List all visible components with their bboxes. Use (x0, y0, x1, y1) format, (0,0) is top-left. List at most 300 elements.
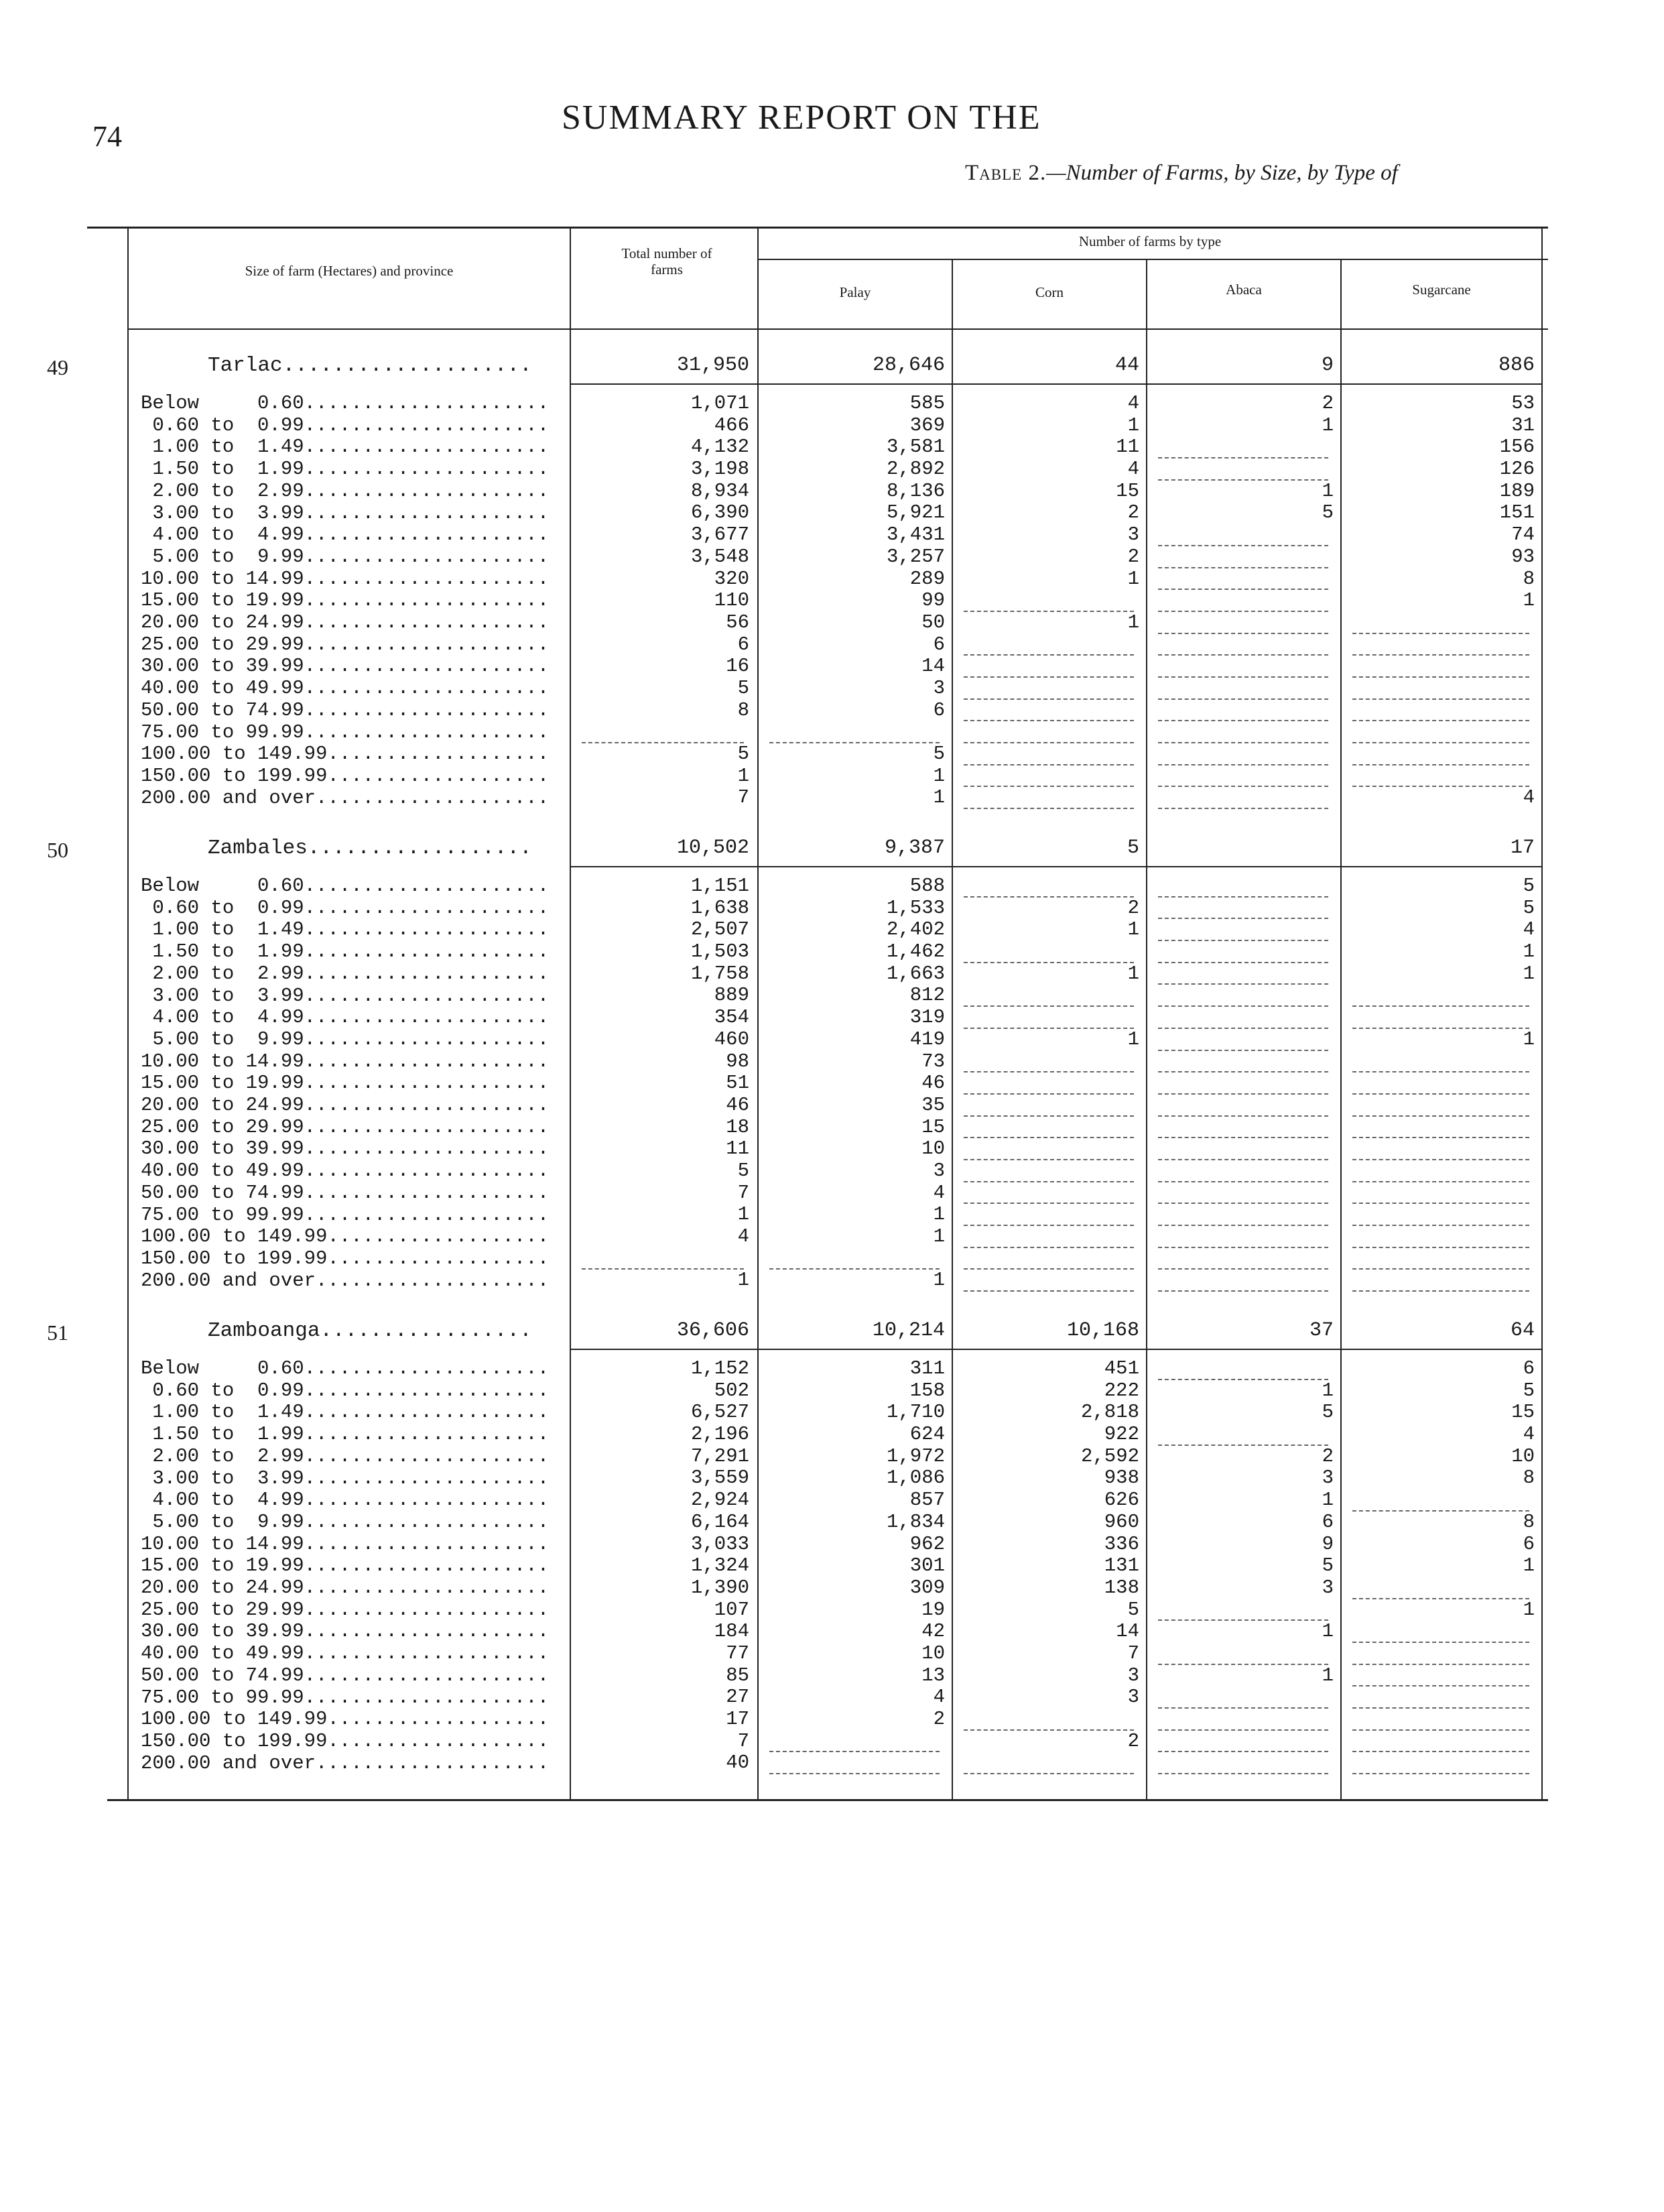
empty-cell (1158, 590, 1328, 612)
empty-cell (964, 875, 1134, 898)
header-total: Total number of farms (621, 245, 712, 278)
empty-cell (1158, 1709, 1328, 1731)
province-total-total: 10,502 (676, 837, 749, 859)
data-cell: 6 (933, 698, 945, 721)
empty-cell (1352, 1204, 1529, 1226)
data-cell: 451 (1104, 1357, 1139, 1379)
empty-cell (1158, 919, 1328, 941)
data-cell: 1 (933, 764, 945, 787)
data-cell: 320 (714, 567, 749, 590)
data-cell: 1 (1127, 567, 1139, 590)
data-cell: 2,507 (690, 918, 749, 941)
empty-cell (1158, 1029, 1328, 1051)
data-cell: 8 (1523, 567, 1535, 590)
data-cell: 1 (933, 1225, 945, 1247)
data-cell: 3 (933, 676, 945, 699)
empty-cell (1158, 436, 1328, 458)
empty-cell (1352, 1138, 1529, 1160)
data-cell: 158 (909, 1379, 945, 1402)
data-cell: 6 (1523, 1357, 1535, 1379)
data-cell: 4 (933, 1686, 945, 1709)
province-total-rule (570, 866, 1541, 867)
size-class-label: 50.00 to 74.99..................... (141, 1664, 550, 1686)
empty-cell (1352, 700, 1529, 722)
empty-cell (964, 985, 1134, 1007)
empty-cell (1158, 1204, 1328, 1226)
size-class-label: 1.00 to 1.49..................... (141, 918, 550, 941)
data-cell: 336 (1104, 1532, 1139, 1555)
empty-cell (1352, 985, 1529, 1007)
empty-cell (1352, 1270, 1529, 1292)
data-cell: 3,257 (886, 545, 945, 568)
size-class-label: 4.00 to 4.99..................... (141, 1006, 550, 1029)
data-cell: 5 (933, 743, 945, 765)
data-cell: 2 (1322, 392, 1334, 414)
type-rule (757, 259, 1548, 260)
data-cell: 3 (933, 1159, 945, 1182)
data-cell: 5 (1322, 1401, 1334, 1424)
data-cell: 419 (909, 1028, 945, 1050)
data-cell: 1 (1523, 1598, 1535, 1621)
column-abaca (1153, 875, 1334, 1292)
data-cell: 1 (1523, 589, 1535, 612)
data-cell: 46 (726, 1093, 749, 1116)
bottom-rule (107, 1799, 1548, 1801)
data-cell: 4 (1523, 918, 1535, 941)
data-cell: 85 (726, 1664, 749, 1686)
data-cell: 7 (737, 1181, 749, 1204)
province-total-rule (570, 1349, 1541, 1350)
size-class-label: 2.00 to 2.99..................... (141, 479, 550, 502)
data-cell: 1 (1523, 1554, 1535, 1577)
col-rule (1541, 228, 1543, 1799)
data-cell: 15 (1511, 1401, 1535, 1424)
empty-cell (1352, 1051, 1529, 1073)
data-cell: 1 (1322, 414, 1334, 436)
empty-cell (1158, 1182, 1328, 1205)
empty-cell (1158, 1051, 1328, 1073)
data-cell: 40 (726, 1752, 749, 1774)
size-class-list (141, 1358, 549, 1774)
data-cell: 6,527 (690, 1401, 749, 1424)
table-caption (965, 161, 1398, 186)
data-cell: 1 (1127, 414, 1139, 436)
data-cell: 98 (726, 1050, 749, 1072)
data-cell: 2,818 (1080, 1401, 1139, 1424)
province-total-sugarcane: 886 (1498, 354, 1535, 377)
data-cell: 3,198 (690, 458, 749, 481)
empty-cell (1352, 1117, 1529, 1139)
data-cell: 1 (1322, 1489, 1334, 1512)
data-cell: 2,402 (886, 918, 945, 941)
data-cell: 3,033 (690, 1532, 749, 1555)
size-class-label: 20.00 to 24.99..................... (141, 1577, 550, 1599)
data-cell: 5,921 (886, 501, 945, 524)
empty-cell (1352, 1752, 1529, 1774)
empty-cell (964, 941, 1134, 963)
data-cell: 2 (1127, 896, 1139, 919)
column-corn (958, 393, 1139, 809)
empty-cell (1352, 1665, 1529, 1687)
data-cell: 15 (1116, 479, 1139, 502)
data-cell: 15 (921, 1115, 945, 1138)
size-class-label: 1.50 to 1.99..................... (141, 1423, 550, 1446)
data-cell: 301 (909, 1554, 945, 1577)
data-cell: 2,196 (690, 1423, 749, 1446)
col-rule (127, 228, 129, 1799)
empty-cell (769, 1731, 940, 1753)
empty-cell (964, 1095, 1134, 1117)
column-total (576, 875, 749, 1292)
size-class-label: 150.00 to 199.99................... (141, 1247, 550, 1270)
data-cell: 1,503 (690, 940, 749, 963)
empty-cell (1158, 1643, 1328, 1665)
size-class-label: 2.00 to 2.99..................... (141, 1445, 550, 1467)
data-cell: 74 (1511, 524, 1535, 546)
data-cell: 14 (1116, 1620, 1139, 1643)
empty-cell (1158, 700, 1328, 722)
province-total-rule (570, 383, 1541, 385)
empty-cell (964, 1248, 1134, 1270)
data-cell: 4 (1127, 458, 1139, 481)
data-cell: 110 (714, 589, 749, 612)
empty-cell (964, 678, 1134, 700)
data-cell: 938 (1104, 1467, 1139, 1489)
header-abaca: Abaca (1226, 282, 1262, 298)
data-cell: 585 (909, 392, 945, 414)
empty-cell (1158, 875, 1328, 898)
data-cell: 2,924 (690, 1489, 749, 1512)
column-sugarcane (1347, 393, 1535, 809)
data-cell: 857 (909, 1489, 945, 1512)
size-class-label: 4.00 to 4.99..................... (141, 1489, 550, 1512)
empty-cell (1158, 524, 1328, 546)
data-cell: 1 (1523, 962, 1535, 985)
province-total-abaca: 37 (1309, 1319, 1334, 1342)
size-class-label: 1.00 to 1.49..................... (141, 1401, 550, 1424)
data-cell: 8 (737, 698, 749, 721)
province-total-total: 31,950 (676, 354, 749, 377)
data-cell: 460 (714, 1028, 749, 1050)
size-class-label: 10.00 to 14.99..................... (141, 1532, 550, 1555)
data-cell: 319 (909, 1006, 945, 1029)
empty-cell (964, 1270, 1134, 1292)
empty-cell (964, 634, 1134, 656)
data-cell: 962 (909, 1532, 945, 1555)
column-palay (764, 393, 945, 809)
data-cell: 73 (921, 1050, 945, 1072)
province-total-sugarcane: 17 (1510, 837, 1535, 859)
data-cell: 1,663 (886, 962, 945, 985)
size-class-label: 2.00 to 2.99..................... (141, 962, 550, 985)
data-cell: 42 (921, 1620, 945, 1643)
size-class-label: 1.50 to 1.99..................... (141, 458, 550, 481)
empty-cell (769, 1752, 940, 1774)
data-cell: 2 (1322, 1445, 1334, 1467)
column-abaca (1153, 393, 1334, 809)
size-class-label: 40.00 to 49.99..................... (141, 1160, 550, 1182)
data-cell: 1 (1523, 1028, 1535, 1050)
column-abaca (1153, 1358, 1334, 1774)
data-cell: 4,132 (690, 436, 749, 458)
header-palay: Palay (839, 284, 871, 300)
size-class-label: 15.00 to 19.99..................... (141, 1554, 550, 1577)
data-cell: 1,390 (690, 1576, 749, 1599)
data-cell: 138 (1104, 1576, 1139, 1599)
col-rule (1146, 260, 1147, 1799)
caption-title: —Number of Farms, by Size, by Type of (1046, 161, 1398, 185)
size-class-label: 25.00 to 29.99..................... (141, 1598, 550, 1621)
data-cell: 8 (1523, 1467, 1535, 1489)
empty-cell (1158, 1599, 1328, 1621)
size-class-label: 75.00 to 99.99..................... (141, 1686, 550, 1709)
data-cell: 1,462 (886, 940, 945, 963)
empty-cell (1352, 1686, 1529, 1709)
data-cell: 184 (714, 1620, 749, 1643)
province-name: Zamboanga................. (208, 1319, 532, 1343)
data-cell: 466 (714, 414, 749, 436)
data-cell: 922 (1104, 1423, 1139, 1446)
data-cell: 3 (1127, 1686, 1139, 1709)
data-cell: 1 (1322, 1664, 1334, 1686)
empty-cell (1352, 1577, 1529, 1599)
data-cell: 10 (921, 1138, 945, 1160)
empty-cell (1158, 612, 1328, 634)
empty-cell (1352, 634, 1529, 656)
empty-cell (1158, 1731, 1328, 1753)
empty-cell (1352, 612, 1529, 634)
data-cell: 4 (933, 1181, 945, 1204)
data-cell: 10 (1511, 1445, 1535, 1467)
data-cell: 5 (1523, 1379, 1535, 1402)
header-bottom-rule (127, 328, 1548, 330)
size-class-label: 0.60 to 0.99..................... (141, 896, 550, 919)
size-class-label: 1.00 to 1.49..................... (141, 436, 550, 458)
data-cell: 624 (909, 1423, 945, 1446)
data-cell: 502 (714, 1379, 749, 1402)
size-class-label: Below 0.60..................... (141, 392, 550, 414)
empty-cell (1352, 1248, 1529, 1270)
data-cell: 4 (1523, 786, 1535, 809)
col-rule (757, 228, 759, 1799)
column-corn (958, 875, 1139, 1292)
size-class-label: 50.00 to 74.99..................... (141, 1181, 550, 1204)
size-class-label: 100.00 to 149.99................... (141, 743, 550, 765)
data-cell: 151 (1499, 501, 1535, 524)
data-cell: 18 (726, 1115, 749, 1138)
data-cell: 189 (1499, 479, 1535, 502)
empty-cell (1352, 1007, 1529, 1029)
data-cell: 3 (1322, 1467, 1334, 1489)
size-class-label: 1.50 to 1.99..................... (141, 940, 550, 963)
data-cell: 5 (737, 743, 749, 765)
data-cell: 1 (1322, 479, 1334, 502)
empty-cell (1158, 546, 1328, 568)
empty-cell (1352, 1226, 1529, 1248)
size-class-label: Below 0.60..................... (141, 1357, 550, 1379)
data-cell: 35 (921, 1093, 945, 1116)
data-cell: 3,677 (690, 524, 749, 546)
size-class-label: 15.00 to 19.99..................... (141, 1072, 550, 1095)
size-class-label: 4.00 to 4.99..................... (141, 524, 550, 546)
data-cell: 1 (933, 1269, 945, 1292)
empty-cell (1352, 1182, 1529, 1205)
farm-table (47, 214, 1548, 1803)
data-cell: 5 (1322, 1554, 1334, 1577)
column-corn (958, 1358, 1139, 1774)
size-class-label: 3.00 to 3.99..................... (141, 1467, 550, 1489)
empty-cell (1158, 963, 1328, 985)
size-class-label: 200.00 and over.................... (141, 1269, 550, 1292)
empty-cell (1158, 1226, 1328, 1248)
province-total-corn: 10,168 (1066, 1319, 1139, 1342)
data-cell: 6,164 (690, 1510, 749, 1533)
province-total-corn: 5 (1127, 837, 1139, 859)
size-class-label: 15.00 to 19.99..................... (141, 589, 550, 612)
size-class-label: 3.00 to 3.99..................... (141, 984, 550, 1007)
data-cell: 2 (933, 1708, 945, 1730)
empty-cell (1158, 985, 1328, 1007)
data-cell: 7 (1127, 1642, 1139, 1664)
column-total (576, 393, 749, 809)
data-cell: 354 (714, 1006, 749, 1029)
data-cell: 3,581 (886, 436, 945, 458)
size-class-label: 20.00 to 24.99..................... (141, 1094, 550, 1117)
data-cell: 1,071 (690, 392, 749, 414)
size-class-label: 10.00 to 14.99..................... (141, 567, 550, 590)
empty-cell (964, 787, 1134, 809)
data-cell: 889 (714, 984, 749, 1007)
empty-cell (964, 1138, 1134, 1160)
empty-cell (1352, 656, 1529, 678)
data-cell: 2 (1127, 1729, 1139, 1752)
province-total-total: 36,606 (676, 1319, 749, 1342)
empty-cell (1158, 1095, 1328, 1117)
empty-cell (964, 1160, 1134, 1182)
data-cell: 11 (1116, 436, 1139, 458)
size-class-label: 150.00 to 199.99................... (141, 1729, 550, 1752)
empty-cell (1158, 1160, 1328, 1182)
col-rule (1340, 260, 1342, 1799)
data-cell: 1,758 (690, 962, 749, 985)
data-cell: 7 (737, 1729, 749, 1752)
data-cell: 51 (726, 1072, 749, 1095)
empty-cell (582, 1248, 744, 1270)
data-cell: 46 (921, 1072, 945, 1095)
data-cell: 626 (1104, 1489, 1139, 1512)
data-cell: 222 (1104, 1379, 1139, 1402)
empty-cell (964, 765, 1134, 788)
size-class-label: 20.00 to 24.99..................... (141, 611, 550, 634)
empty-cell (1352, 721, 1529, 743)
empty-cell (769, 721, 940, 743)
empty-cell (1352, 1160, 1529, 1182)
size-class-label: 200.00 and over.................... (141, 1752, 550, 1774)
data-cell: 1 (1322, 1379, 1334, 1402)
empty-cell (964, 1752, 1134, 1774)
empty-cell (1158, 458, 1328, 481)
province-total-palay: 9,387 (884, 837, 945, 859)
data-cell: 1 (1127, 918, 1139, 941)
empty-cell (769, 1248, 940, 1270)
empty-cell (964, 743, 1134, 765)
data-cell: 3,431 (886, 524, 945, 546)
size-class-label: 25.00 to 29.99..................... (141, 1115, 550, 1138)
data-cell: 1,638 (690, 896, 749, 919)
empty-cell (1158, 765, 1328, 788)
empty-cell (1158, 721, 1328, 743)
data-cell: 1 (1322, 1620, 1334, 1643)
size-class-label: 5.00 to 9.99..................... (141, 545, 550, 568)
data-cell: 1,086 (886, 1467, 945, 1489)
empty-cell (1158, 1686, 1328, 1709)
empty-cell (1158, 634, 1328, 656)
empty-cell (1352, 1095, 1529, 1117)
data-cell: 77 (726, 1642, 749, 1664)
size-class-label: 0.60 to 0.99..................... (141, 1379, 550, 1402)
data-cell: 1,834 (886, 1510, 945, 1533)
data-cell: 1 (1127, 1028, 1139, 1050)
empty-cell (1158, 743, 1328, 765)
empty-cell (1352, 1489, 1529, 1512)
data-cell: 6 (1322, 1510, 1334, 1533)
size-class-label: 0.60 to 0.99..................... (141, 414, 550, 436)
data-cell: 5 (737, 676, 749, 699)
empty-cell (1352, 1709, 1529, 1731)
data-cell: 56 (726, 611, 749, 633)
data-cell: 4 (1127, 392, 1139, 414)
data-cell: 8,934 (690, 479, 749, 502)
empty-cell (1158, 1270, 1328, 1292)
header-corn: Corn (1035, 284, 1064, 300)
data-cell: 1 (737, 1269, 749, 1292)
empty-cell (964, 1007, 1134, 1029)
empty-cell (1158, 787, 1328, 809)
empty-cell (964, 1117, 1134, 1139)
size-class-label: 3.00 to 3.99..................... (141, 501, 550, 524)
header-sugarcane: Sugarcane (1412, 282, 1471, 298)
data-cell: 1 (1127, 611, 1139, 633)
data-cell: 1 (737, 764, 749, 787)
size-class-label: 100.00 to 149.99................... (141, 1225, 550, 1248)
running-head: SUMMARY REPORT ON THE (562, 99, 1041, 137)
empty-cell (964, 1204, 1134, 1226)
empty-cell (1158, 898, 1328, 920)
data-cell: 5 (1322, 501, 1334, 524)
size-class-label: 10.00 to 14.99..................... (141, 1050, 550, 1072)
data-cell: 107 (714, 1598, 749, 1621)
data-cell: 1 (933, 1203, 945, 1226)
data-cell: 2,592 (1080, 1445, 1139, 1467)
size-class-label: 150.00 to 199.99................... (141, 764, 550, 787)
data-cell: 1,152 (690, 1357, 749, 1379)
data-cell: 16 (726, 655, 749, 678)
data-cell: 50 (921, 611, 945, 633)
empty-cell (1352, 1643, 1529, 1665)
empty-cell (1158, 1424, 1328, 1446)
size-class-label: 5.00 to 9.99..................... (141, 1028, 550, 1050)
data-cell: 5 (1523, 896, 1535, 919)
empty-cell (1158, 1248, 1328, 1270)
province-total-corn: 44 (1114, 354, 1139, 377)
size-class-label: 40.00 to 49.99..................... (141, 1642, 550, 1665)
data-cell: 4 (1523, 1423, 1535, 1446)
size-class-label: 30.00 to 39.99..................... (141, 1138, 550, 1160)
empty-cell (1158, 1752, 1328, 1774)
column-palay (764, 1358, 945, 1774)
data-cell: 1,533 (886, 896, 945, 919)
data-cell: 5 (1127, 1598, 1139, 1621)
